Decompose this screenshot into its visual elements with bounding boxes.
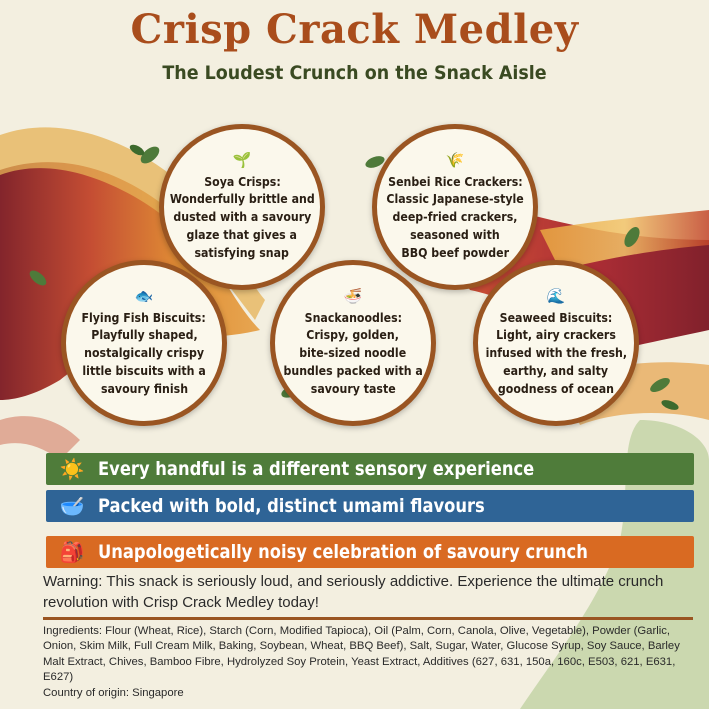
snack-name: Senbei Rice Crackers: bbox=[387, 173, 523, 189]
snack-name: Soya Crisps: bbox=[203, 173, 281, 189]
snack-name: Flying Fish Biscuits: bbox=[81, 309, 207, 325]
warning-text: Warning: This snack is seriously loud, and seriously addictive. Experience the ultimate crunch revolution with Crisp Crack Medley today! bbox=[43, 573, 664, 611]
fish-icon: 🐟 bbox=[134, 286, 154, 305]
snack-name: Snackanoodles: bbox=[304, 309, 402, 325]
snack-desc-line: Playfully shaped, bbox=[90, 327, 198, 343]
snack-desc-line: bundles packed with a bbox=[283, 362, 423, 378]
banner-text: Packed with bold, distinct umami flavours bbox=[98, 495, 485, 517]
snack-desc-line: satisfying snap bbox=[194, 244, 290, 260]
snack-card-flying-fish-biscuits bbox=[61, 260, 227, 426]
backpack-icon: 🎒 bbox=[59, 540, 85, 564]
banner-sensory bbox=[46, 453, 694, 485]
snack-desc-line: infused with the fresh, bbox=[485, 345, 627, 361]
noodle-bowl-icon: 🍜 bbox=[343, 286, 363, 305]
snack-desc-line: seasoned with bbox=[410, 226, 500, 242]
banner-text: Every handful is a different sensory experience bbox=[98, 458, 535, 480]
divider bbox=[43, 617, 693, 620]
page-subtitle: The Loudest Crunch on the Snack Aisle bbox=[162, 62, 547, 84]
snack-desc-line: BBQ beef powder bbox=[401, 244, 509, 260]
snack-name: Seaweed Biscuits: bbox=[499, 309, 613, 325]
snack-card-seaweed-biscuits bbox=[473, 260, 639, 426]
page-title: Crisp Crack Medley bbox=[130, 6, 579, 53]
country-of-origin: Country of origin: Singapore bbox=[43, 686, 184, 699]
snack-card-senbei-rice-crackers bbox=[372, 124, 538, 290]
snack-desc-line: Classic Japanese-style bbox=[386, 191, 524, 207]
sprout-icon: 🌱 bbox=[232, 150, 252, 169]
rice-stalk-icon: 🌾 bbox=[445, 150, 465, 169]
snack-desc-line: deep-fried crackers, bbox=[392, 209, 518, 225]
wave-icon: 🌊 bbox=[546, 286, 566, 305]
bowl-icon: 🥣 bbox=[59, 494, 85, 518]
snack-desc-line: Light, airy crackers bbox=[496, 327, 616, 343]
snack-desc-line: earthy, and salty bbox=[503, 362, 609, 378]
banner-text: Unapologetically noisy celebration of savoury crunch bbox=[98, 541, 588, 563]
snack-desc-line: goodness of ocean bbox=[497, 380, 615, 396]
snack-desc-line: Crispy, golden, bbox=[306, 327, 400, 343]
snack-desc-line: savoury finish bbox=[100, 380, 188, 396]
snack-card-snackanoodles bbox=[270, 260, 436, 426]
snack-desc-line: savoury taste bbox=[310, 380, 396, 396]
snack-desc-line: nostalgically crispy bbox=[84, 345, 204, 361]
snack-desc-line: Wonderfully brittle and bbox=[169, 191, 315, 207]
snack-card-soya-crisps bbox=[159, 124, 325, 290]
snack-desc-line: little biscuits with a bbox=[82, 362, 206, 378]
ingredients-block bbox=[43, 624, 703, 701]
banner-umami bbox=[46, 490, 694, 522]
ingredients-text: Ingredients: Flour (Wheat, Rice), Starch (Corn, Modified Tapioca), Oil (Palm, Corn, Canola, Olive, Vegetable), Powder (Garlic, Onion, Skim Milk, Full Cream Milk, Baking, Soybean, Wheat, BBQ Beef), Salt, Sugar, Water, Glucose Syrup, Soy Sauce, Barley Malt Extract, Chives, Bamboo Fibre, Hydrolyzed Soy Protein, Yeast Extract, Additives (627, 631, 150a, 160c, E503, 621, E631, E627) bbox=[43, 625, 680, 684]
snack-desc-line: dusted with a savoury bbox=[173, 209, 311, 225]
snack-desc-line: glaze that gives a bbox=[186, 226, 298, 242]
banner-crunch bbox=[46, 536, 694, 568]
snack-desc-line: bite-sized noodle bbox=[299, 345, 407, 361]
sun-icon: ☀️ bbox=[59, 457, 85, 481]
